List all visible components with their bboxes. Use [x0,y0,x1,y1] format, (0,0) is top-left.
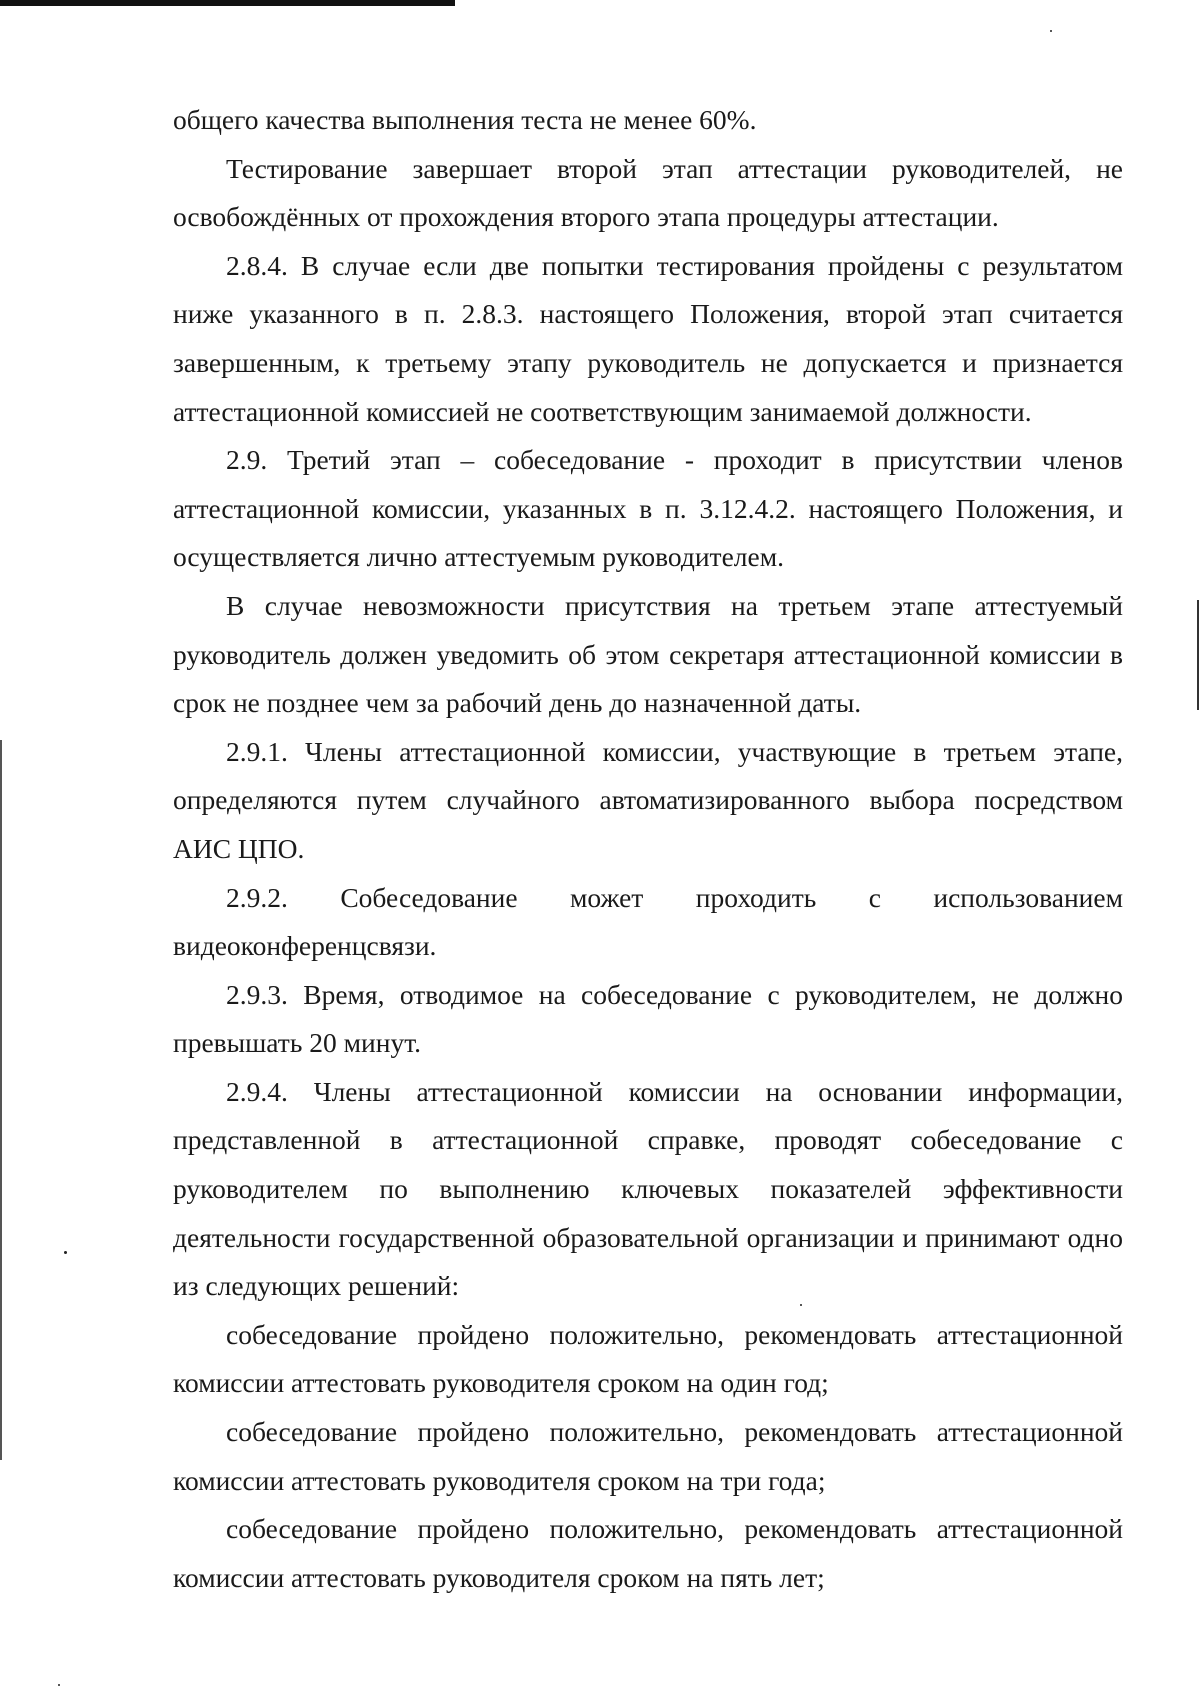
paragraph-testing-completes: Тестирование завершает второй этап аттестации руководителей, не освобождённых от прохождения второго этапа процедуры аттестации. [173,152,1123,233]
paragraph-continuation: общего качества выполнения теста не менее 60%. [173,104,757,135]
scan-speck [1050,30,1052,32]
paragraph-2-8-4: 2.8.4. В случае если две попытки тестирования пройдены с результатом ниже указанного в п. 2.8.3. настоящего Положения, второй этап считается завершенным, к третьему этапу руководитель не допускается и признается аттестационной комиссией не соответствующим занимаемой должности. [173,249,1123,427]
paragraph-2-9-1: 2.9.1. Члены аттестационной комиссии, участвующие в третьем этапе, определяются путем случайного автоматизированного выбора посредством АИС ЦПО. [173,735,1123,864]
paragraph-2-9-3: 2.9.3. Время, отводимое на собеседование с руководителем, не должно превышать 20 минут. [173,978,1123,1059]
decision-option-three-years: собеседование пройдено положительно, рекомендовать аттестационной комиссии аттестовать руководителя сроком на три года; [173,1416,1123,1496]
document-body [173,96,1123,1602]
paragraph-2-9: 2.9. Третий этап – собеседование - проходит в присутствии членов аттестационной комиссии, указанных в п. 3.12.4.2. настоящего Положения, и осуществляется лично аттестуемым руководителем. [173,444,1123,573]
decision-option-five-years: собеседование пройдено положительно, рекомендовать аттестационной комиссии аттестовать руководителя сроком на пять лет; [173,1513,1123,1593]
scan-speck [64,1251,67,1254]
scan-speck [58,1684,60,1686]
scan-edge-left [0,740,2,1460]
decision-option-one-year: собеседование пройдено положительно, рекомендовать аттестационной комиссии аттестовать руководителя сроком на один год; [173,1318,1123,1399]
paragraph-absence-notice: В случае невозможности присутствия на третьем этапе аттестуемый руководитель должен уведомить об этом секретаря аттестационной комиссии в срок не позднее чем за рабочий день до назначенной даты. [173,589,1123,719]
scan-edge-top [0,0,455,6]
paragraph-2-9-4: 2.9.4. Члены аттестационной комиссии на основании информации, представленной в аттестационной справке, проводят собеседование с руководителем по выполнению ключевых показателей эффективности деятельности государственной образовательной организации и принимают одно из следующих решений: [173,1075,1123,1302]
scan-edge-right [1197,600,1199,710]
paragraph-2-9-2: 2.9.2. Собеседование может проходить с использованием видеоконференцсвязи. [173,881,1123,962]
